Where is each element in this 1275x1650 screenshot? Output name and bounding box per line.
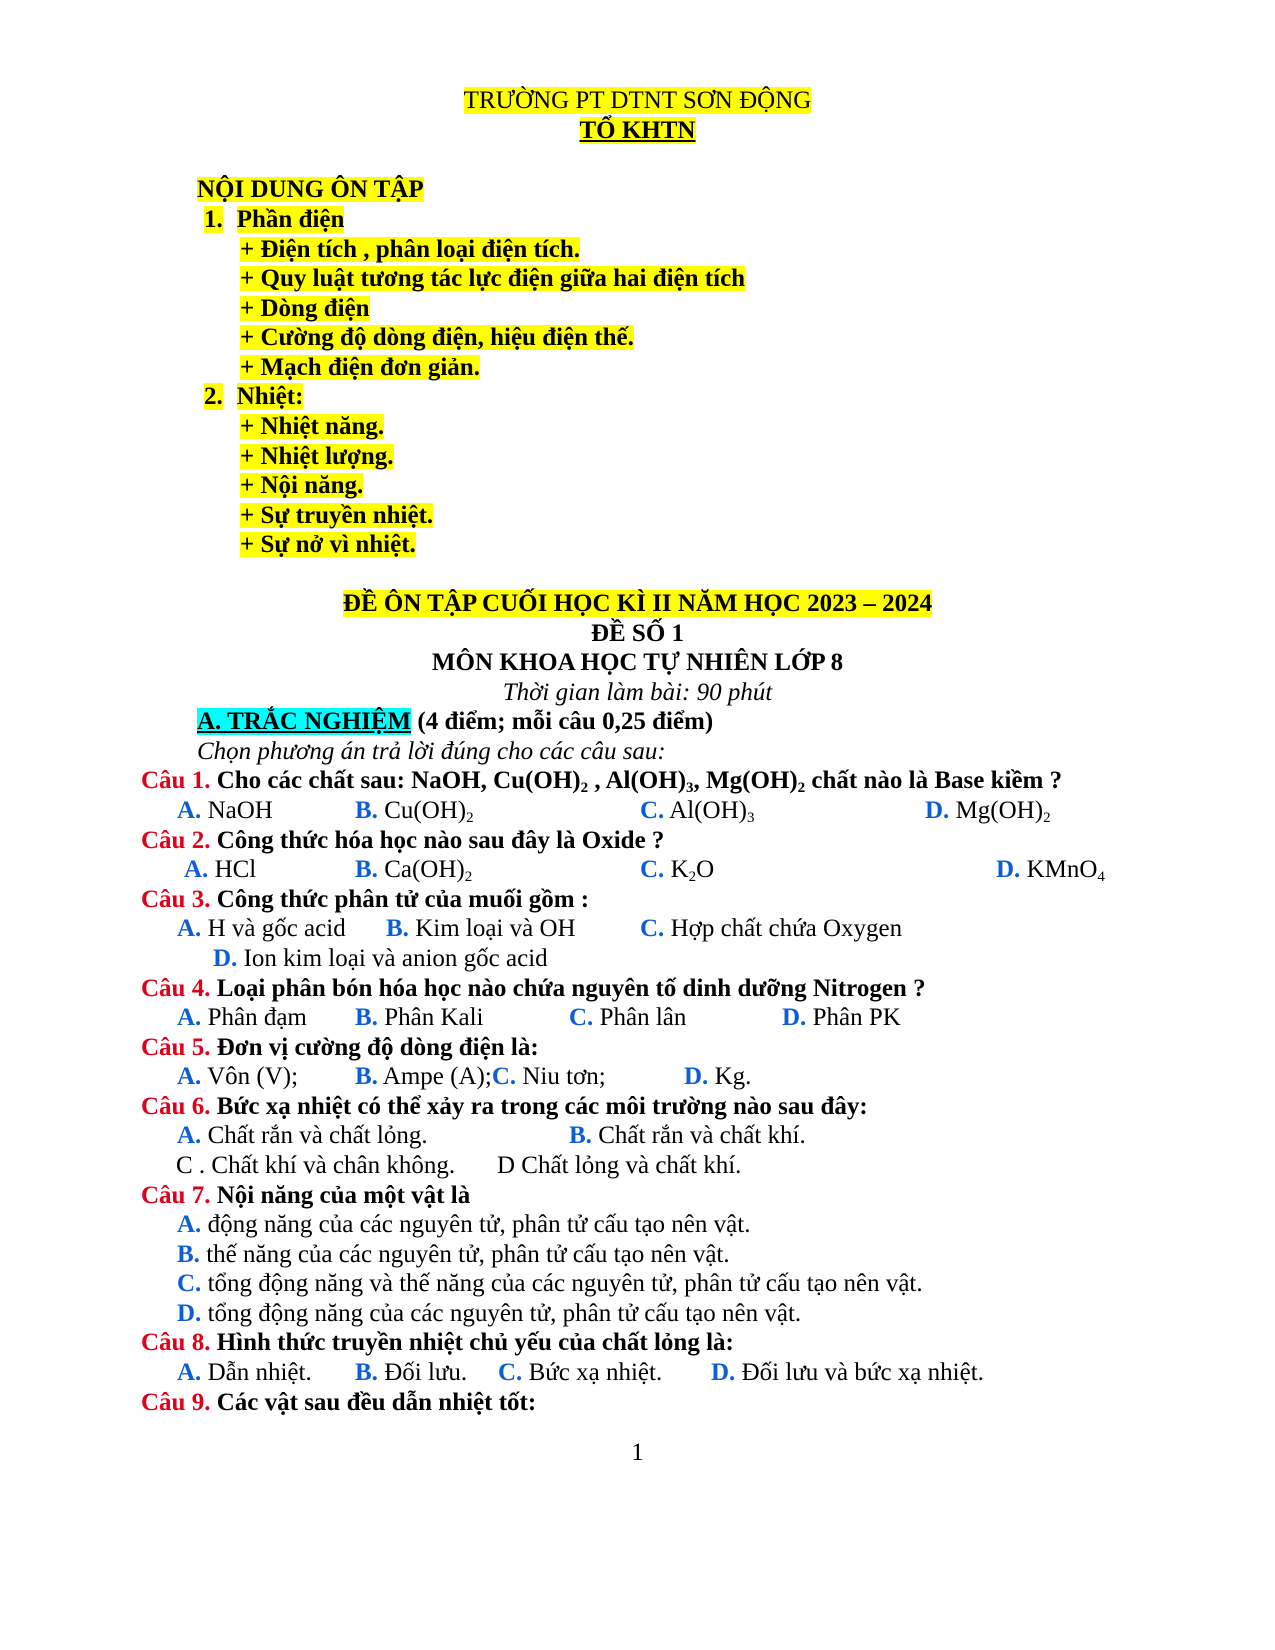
option-text: Đối lưu. (377, 1359, 468, 1386)
option-label: B. (355, 856, 378, 883)
review-section-1 (204, 207, 344, 232)
question-text: , Al(OH) (588, 767, 687, 794)
subscript: 2 (464, 869, 473, 885)
option-label: B. (569, 1122, 592, 1149)
question-text: Cho các chất sau: NaOH, Cu(OH) (210, 767, 581, 794)
question-text: , Mg(OH) (693, 767, 798, 794)
option-label: A. (184, 856, 209, 883)
option-label: D. (213, 945, 238, 972)
q6-option-c: C . Chất khí và chân không. (176, 1152, 456, 1179)
option-text: động năng của các nguyên tử, phân tử cấu tạo nên vật. (201, 1211, 751, 1238)
option-label: A. (177, 1063, 202, 1090)
question-text: Đơn vị cường độ dòng điện là: (210, 1034, 539, 1061)
option-text: Kim loại và OH (408, 915, 576, 942)
question-4 (141, 976, 926, 1001)
option-label: B. (355, 797, 378, 824)
option-label: B. (386, 915, 409, 942)
q5-option-d (684, 1064, 751, 1089)
review-item: + Dòng điện (240, 295, 370, 322)
option-text: Bức xạ nhiệt. (522, 1359, 663, 1386)
question-text: Công thức hóa học nào sau đây là Oxide ? (210, 827, 665, 854)
review-item: + Cường độ dòng điện, hiệu điện thế. (240, 324, 634, 351)
option-label: A. (177, 1211, 202, 1238)
q3-option-a (177, 916, 346, 941)
question-text: Công thức phân tử của muối gồm : (210, 886, 590, 913)
group-name: TỔ KHTN (579, 117, 696, 144)
q8-option-d (711, 1360, 984, 1385)
option-text: Vôn (V); (201, 1063, 299, 1090)
question-8 (141, 1330, 734, 1355)
q6-option-a (177, 1123, 428, 1148)
option-text: Ca(OH) (377, 856, 465, 883)
question-label: Câu 4. (141, 975, 211, 1002)
question-text: Hình thức truyền nhiệt chủ yếu của chất lỏng là: (210, 1329, 734, 1356)
question-label: Câu 9. (141, 1389, 211, 1416)
question-6 (141, 1094, 868, 1119)
exam-title: ĐỀ ÔN TẬP CUỐI HỌC KÌ II NĂM HỌC 2023 – 2024 (342, 590, 933, 617)
q8-option-b (355, 1360, 467, 1385)
option-label: A. (177, 1122, 202, 1149)
q2-option-b (355, 856, 473, 885)
option-label: C. (491, 1063, 517, 1090)
review-item: + Mạch điện đơn giản. (240, 354, 480, 381)
group-name-line (0, 118, 1275, 143)
question-label: Câu 2. (141, 827, 211, 854)
q7-option-a (177, 1212, 750, 1237)
option-label: B. (355, 1004, 378, 1031)
question-label: Câu 5. (141, 1034, 211, 1061)
option-label: D. (925, 797, 950, 824)
q6-option-b (569, 1123, 806, 1148)
q1-option-d (925, 797, 1051, 826)
exam-title-line (0, 591, 1275, 616)
option-text: H và gốc acid (201, 915, 346, 942)
option-label: B. (177, 1241, 200, 1268)
subscript: 2 (1043, 810, 1051, 826)
q8-option-c (498, 1360, 662, 1385)
question-1 (141, 767, 1063, 796)
option-label: C. (640, 856, 665, 883)
option-label: C. (569, 1004, 594, 1031)
question-label: Câu 7. (141, 1182, 211, 1209)
q4-option-d (782, 1005, 901, 1030)
question-2 (141, 828, 664, 853)
q1-option-b (355, 797, 474, 826)
subscript: 2 (580, 780, 589, 796)
option-text: thế năng của các nguyên tử, phân tử cấu tạo nên vật. (199, 1241, 730, 1268)
exam-time: Thời gian làm bài: 90 phút (502, 679, 773, 706)
question-text: Loại phân bón hóa học nào chứa nguyên tố dinh dưỡng Nitrogen ? (210, 975, 926, 1002)
option-text: Mg(OH) (949, 797, 1044, 824)
option-text: NaOH (201, 797, 273, 824)
option-label: A. (177, 1359, 202, 1386)
question-text: Các vật sau đều dẫn nhiệt tốt: (210, 1389, 537, 1416)
review-section-2-title: Nhiệt: (236, 383, 304, 410)
subscript: 2 (466, 810, 474, 826)
q5-option-b-c (355, 1064, 606, 1089)
option-label: C. (640, 797, 665, 824)
section-a-title: A. TRẮC NGHIỆM (197, 708, 412, 735)
section-a-points: (4 điểm; mỗi câu 0,25 điểm) (411, 708, 714, 735)
section-a-heading (197, 709, 713, 734)
q2-option-d (996, 856, 1105, 885)
question-label: Câu 6. (141, 1093, 211, 1120)
q4-option-b (355, 1005, 483, 1030)
option-text: O (696, 856, 715, 883)
review-section-1-num: 1. (204, 206, 223, 233)
question-label: Câu 1. (141, 767, 211, 794)
option-label: D. (782, 1004, 807, 1031)
subscript: 4 (1097, 869, 1105, 885)
option-text: Phân đạm (201, 1004, 307, 1031)
school-name: TRƯỜNG PT DTNT SƠN ĐỘNG (463, 87, 812, 114)
option-label: A. (177, 915, 202, 942)
option-label: C. (498, 1359, 523, 1386)
q2-option-a (184, 857, 256, 882)
q3-option-c (640, 916, 902, 941)
option-text: tổng động năng và thế năng của các nguyên tử, phân tử cấu tạo nên vật. (201, 1270, 923, 1297)
q3-option-d (213, 946, 548, 971)
option-label: A. (177, 797, 202, 824)
option-label: A. (177, 1004, 202, 1031)
option-text: Ampe (A); (377, 1063, 492, 1090)
page-number: 1 (631, 1439, 644, 1466)
option-text: Hợp chất chứa Oxygen (664, 915, 903, 942)
question-9 (141, 1390, 536, 1415)
option-label: D. (711, 1359, 736, 1386)
option-text: KMnO (1020, 856, 1098, 883)
q4-option-a (177, 1005, 307, 1030)
option-text: Dẫn nhiệt. (201, 1359, 312, 1386)
review-item: + Nhiệt lượng. (240, 443, 394, 470)
subscript: 2 (797, 780, 806, 796)
q7-option-d (177, 1301, 801, 1326)
review-title: NỘI DUNG ÔN TẬP (197, 176, 424, 203)
option-text: Phân lân (593, 1004, 687, 1031)
q6-option-d: D Chất lỏng và chất khí. (497, 1152, 742, 1179)
option-label: C. (177, 1270, 202, 1297)
q1-option-c (640, 797, 755, 826)
option-label: B. (355, 1063, 378, 1090)
subscript: 3 (686, 780, 694, 796)
review-item: + Quy luật tương tác lực điện giữa hai điện tích (240, 265, 746, 292)
option-label: C. (640, 915, 665, 942)
school-name-line (0, 88, 1275, 113)
instruction: Chọn phương án trả lời đúng cho các câu sau: (197, 738, 666, 765)
question-3 (141, 887, 589, 912)
option-text: Kg. (708, 1063, 752, 1090)
review-section-1-title: Phần điện (236, 206, 345, 233)
option-text: Cu(OH) (377, 797, 467, 824)
question-5 (141, 1035, 539, 1060)
q7-option-c (177, 1271, 923, 1296)
option-label: D. (996, 856, 1021, 883)
question-7 (141, 1183, 470, 1208)
review-item: + Sự truyền nhiệt. (240, 502, 434, 529)
question-label: Câu 3. (141, 886, 211, 913)
question-text: chất nào là Base kiềm ? (805, 767, 1063, 794)
q7-option-b (177, 1242, 730, 1267)
option-label: D. (177, 1300, 202, 1327)
subscript: 3 (746, 810, 755, 826)
option-text: Phân PK (806, 1004, 901, 1031)
option-text: tổng động năng của các nguyên tử, phân tử cấu tạo nên vật. (201, 1300, 802, 1327)
option-text: HCl (208, 856, 257, 883)
review-item: + Sự nở vì nhiệt. (240, 531, 416, 558)
q3-option-b (386, 916, 576, 941)
q8-option-a (177, 1360, 312, 1385)
option-text: K (664, 856, 689, 883)
exam-number: ĐỀ SỐ 1 (590, 620, 685, 647)
option-text: Chất rắn và chất khí. (591, 1122, 806, 1149)
review-item: + Nội năng. (240, 472, 364, 499)
option-text: Niu tơn; (516, 1063, 606, 1090)
question-text: Bức xạ nhiệt có thể xảy ra trong các môi trường nào sau đây: (210, 1093, 868, 1120)
option-text: Phân Kali (377, 1004, 484, 1031)
q1-option-a (177, 798, 273, 823)
option-text: Chất rắn và chất lỏng. (201, 1122, 428, 1149)
q4-option-c (569, 1005, 686, 1030)
review-section-2 (204, 384, 303, 409)
question-text: Nội năng của một vật là (210, 1182, 471, 1209)
question-label: Câu 8. (141, 1329, 211, 1356)
review-item: + Nhiệt năng. (240, 413, 385, 440)
option-text: Al(OH) (664, 797, 747, 824)
option-label: B. (355, 1359, 378, 1386)
option-text: Đối lưu và bức xạ nhiệt. (735, 1359, 984, 1386)
subscript: 2 (688, 869, 697, 885)
exam-subject: MÔN KHOA HỌC TỰ NHIÊN LỚP 8 (431, 649, 844, 676)
option-text: Ion kim loại và anion gốc acid (237, 945, 548, 972)
option-label: D. (684, 1063, 709, 1090)
q5-option-a (177, 1064, 298, 1089)
review-section-2-num: 2. (204, 383, 223, 410)
review-item: + Điện tích , phân loại điện tích. (240, 236, 580, 263)
q2-option-c (640, 856, 715, 885)
